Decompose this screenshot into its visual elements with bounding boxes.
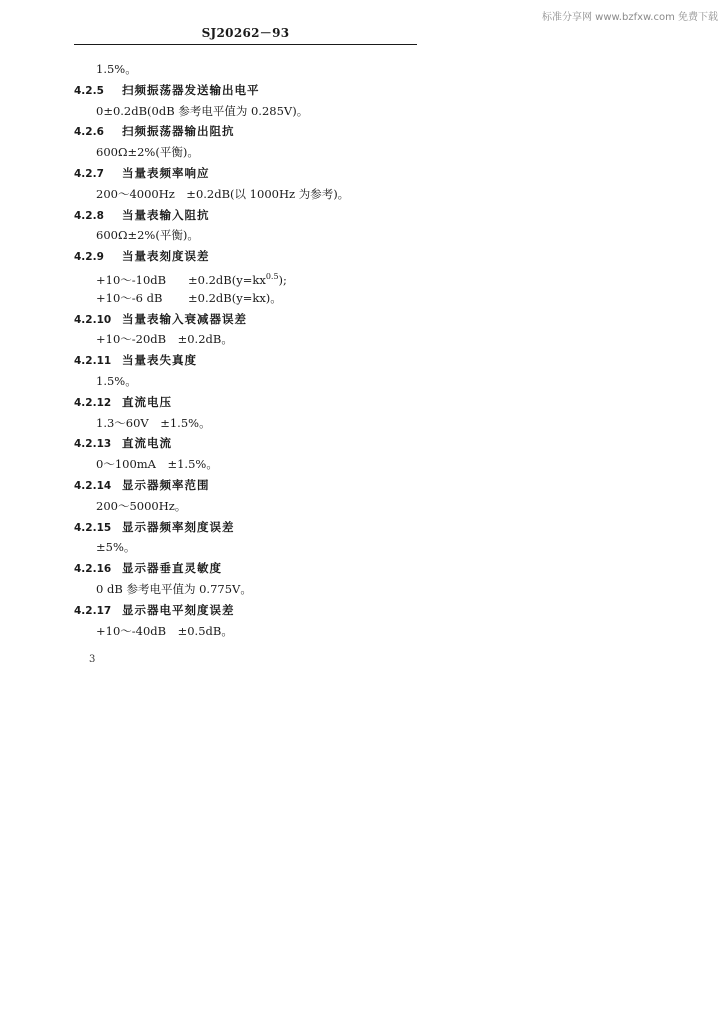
section-heading — [74, 558, 434, 579]
section-title: 扫频振荡器发送输出电平 — [122, 82, 260, 97]
section-title: 直流电压 — [122, 394, 172, 409]
section-value — [74, 413, 434, 434]
value-text: +10～-40dB ±0.5dB。 — [96, 623, 233, 638]
section-number: 4.2.5 — [74, 84, 104, 97]
section-heading — [74, 350, 434, 371]
section-value — [74, 225, 434, 246]
page-number: 3 — [89, 654, 96, 665]
section-value — [74, 537, 434, 558]
section-title: 当量表输入衰减器误差 — [122, 311, 247, 326]
value-text: +10～-20dB ±0.2dB。 — [96, 332, 233, 347]
section-number: 4.2.7 — [74, 167, 104, 180]
value-text: 1.5%。 — [96, 373, 137, 388]
value-text: 200～4000Hz ±0.2dB(以 1000Hz 为参考)。 — [96, 186, 350, 201]
value-text: 1.3～60V ±1.5%。 — [96, 415, 211, 430]
value-text: 600Ω±2%(平衡)。 — [96, 145, 199, 160]
value-text: 200～5000Hz。 — [96, 498, 187, 513]
section-title: 显示器频率刻度误差 — [122, 519, 235, 534]
section-heading — [74, 517, 434, 538]
value-text: 0～100mA ±1.5%。 — [96, 457, 218, 472]
section-heading — [74, 205, 434, 226]
section-number: 4.2.16 — [74, 563, 112, 576]
section-number: 4.2.14 — [74, 479, 112, 492]
section-title: 当量表输入阻抗 — [122, 207, 210, 222]
section-heading — [74, 80, 434, 101]
section-number: 4.2.10 — [74, 313, 112, 326]
watermark-text: 标准分享网 www.bzfxw.com 免费下载 — [542, 12, 718, 23]
lead-value: 1.5%。 — [96, 62, 137, 76]
section-value — [74, 621, 434, 642]
section-heading — [74, 121, 434, 142]
value-text: +10～-10dB — [96, 272, 167, 287]
section-heading — [74, 246, 434, 267]
value-text: ±5%。 — [96, 540, 136, 555]
section-heading — [74, 475, 434, 496]
section-title: 直流电流 — [122, 436, 172, 451]
section-number: 4.2.13 — [74, 438, 112, 451]
section-value — [74, 288, 434, 309]
document-body — [74, 59, 434, 641]
section-title: 当量表失真度 — [122, 353, 197, 368]
section-value — [74, 579, 434, 600]
section-heading — [74, 392, 434, 413]
section-value — [74, 454, 434, 475]
value-text: 0±0.2dB(0dB 参考电平值为 0.285V)。 — [96, 103, 309, 118]
header-rule — [74, 44, 417, 45]
section-heading — [74, 600, 434, 621]
section-title: 当量表频率响应 — [122, 165, 210, 180]
value-text: 600Ω±2%(平衡)。 — [96, 228, 199, 243]
section-title: 当量表刻度误差 — [122, 249, 210, 264]
section-value — [74, 267, 434, 288]
section-list — [74, 80, 434, 642]
section-value — [74, 496, 434, 517]
section-title: 显示器垂直灵敏度 — [122, 561, 222, 576]
section-heading — [74, 309, 434, 330]
document-code: SJ20262－93 — [201, 26, 290, 40]
section-value — [74, 101, 434, 122]
section-number: 4.2.8 — [74, 209, 104, 222]
section-number: 4.2.15 — [74, 521, 112, 534]
value-text: +10～-6 dB — [96, 290, 163, 305]
section-heading — [74, 163, 434, 184]
section-title: 显示器频率范围 — [122, 477, 210, 492]
value-text: 0 dB 参考电平值为 0.775V。 — [96, 581, 252, 596]
section-title: 扫频振荡器输出阻抗 — [122, 124, 235, 139]
section-number: 4.2.11 — [74, 355, 112, 368]
value-text: $\pm 0.2dB(y=kx^{0.5})$; — [188, 271, 287, 287]
section-number: 4.2.9 — [74, 251, 104, 264]
section-number: 4.2.6 — [74, 126, 104, 139]
value-text: ±0.2dB(y=kx)。 — [188, 290, 282, 305]
section-value — [74, 329, 434, 350]
section-value — [74, 371, 434, 392]
section-heading — [74, 433, 434, 454]
section-number: 4.2.12 — [74, 396, 112, 409]
section-value — [74, 142, 434, 163]
section-title: 显示器电平刻度误差 — [122, 602, 235, 617]
section-value — [74, 184, 434, 205]
section-number: 4.2.17 — [74, 604, 112, 617]
